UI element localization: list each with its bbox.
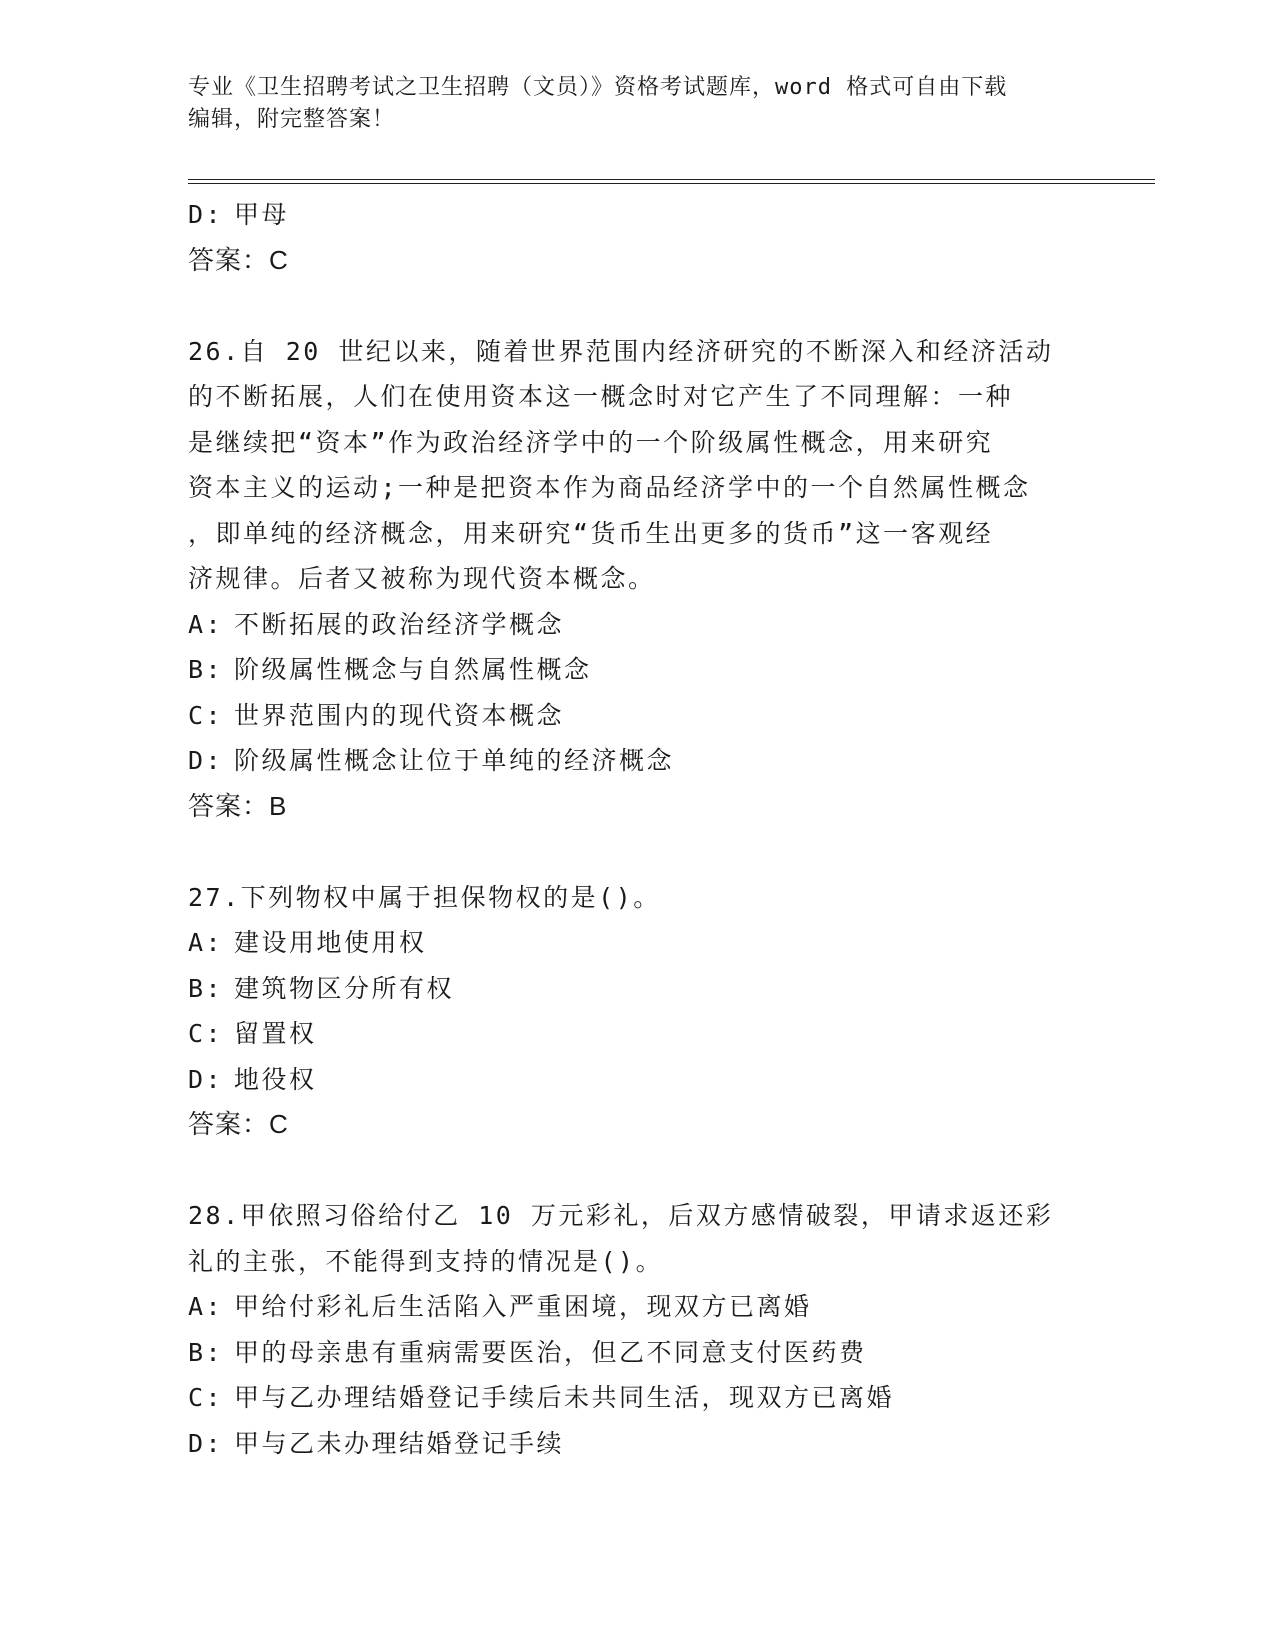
q27-option-c [188,1011,1088,1057]
question-27-text [188,875,1078,921]
option-text: 甲与乙办理结婚登记手续后未共同生活，现双方已离婚 [234,1383,895,1412]
option-key: B: [188,1337,224,1367]
question-line: 礼的主张，不能得到支持的情况是()。 [188,1246,664,1276]
option-key: C: [188,1383,224,1412]
q27-option-d [188,1057,1088,1103]
option-text: 建设用地使用权 [234,928,427,957]
header-line-1: 专业《卫生招聘考试之卫生招聘（文员）》资格考试题库，word 格式可自由下载 [188,75,1008,100]
question-line: 资本主义的运动;一种是把资本作为商品经济学中的一个自然属性概念 [188,473,1031,502]
q26-option-b [188,647,1088,693]
header-line-2: 编辑，附完整答案！ [188,107,396,132]
q27-option-b [188,966,1088,1012]
option-text: 甲母 [234,200,290,229]
option-key: D: [188,1064,224,1094]
option-text: 甲的母亲患有重病需要医治，但乙不同意支付医药费 [234,1337,867,1367]
header-divider-bottom [188,183,1155,184]
question-line: 28.甲依照习俗给付乙 10 万元彩礼，后双方感情破裂，甲请求返还彩 [188,1201,1054,1230]
option-key: A: [188,928,224,957]
option-text: 阶级属性概念与自然属性概念 [234,655,592,684]
option-text: 世界范围内的现代资本概念 [234,700,565,730]
option-key: D: [188,1428,224,1458]
option-key: C: [188,1019,224,1048]
option-key: B: [188,973,224,1003]
q28-option-c [188,1375,1088,1421]
question-28-text [188,1193,1078,1284]
option-key: A: [188,1292,224,1321]
q26-option-d [188,738,1088,784]
question-line: 26.自 20 世纪以来，随着世界范围内经济研究的不断深入和经济活动 [188,336,1054,366]
option-text: 地役权 [234,1064,317,1094]
q28-option-a [188,1284,1088,1330]
question-content [188,192,1088,1466]
option-text: 甲与乙未办理结婚登记手续 [234,1428,565,1458]
q26-answer: 答案：B [188,790,288,821]
option-key: B: [188,655,224,684]
option-key: C: [188,700,224,730]
option-text: 阶级属性概念让位于单纯的经济概念 [234,746,675,775]
option-text: 留置权 [234,1019,317,1048]
option-text: 甲给付彩礼后生活陷入严重困境，现双方已离婚 [234,1292,812,1321]
prev-option-d [188,192,1088,238]
question-line: ，即单纯的经济概念，用来研究“货币生出更多的货币”这一客观经 [188,518,994,548]
spacer [188,283,1088,329]
option-text: 建筑物区分所有权 [234,973,455,1003]
option-text: 不断拓展的政治经济学概念 [234,609,565,639]
spacer [188,1148,1088,1194]
question-line: 的不断拓展，人们在使用资本这一概念时对它产生了不同理解：一种 [188,382,1014,411]
q26-option-c [188,693,1088,739]
prev-answer: 答案：C [188,244,289,275]
question-line: 济规律。后者又被称为现代资本概念。 [188,564,656,593]
page-header [188,72,1078,136]
question-line: 27.下列物权中属于担保物权的是()。 [188,882,661,912]
question-line: 是继续把“资本”作为政治经济学中的一个阶级属性概念，用来研究 [188,427,994,457]
option-key: D: [188,746,224,775]
spacer [188,829,1088,875]
q28-option-b [188,1330,1088,1376]
q27-option-a [188,920,1088,966]
option-key: A: [188,609,224,639]
header-divider-top [188,179,1155,180]
question-26-text [188,329,1078,602]
option-key: D: [188,200,224,229]
q28-option-d [188,1421,1088,1467]
q26-option-a [188,602,1088,648]
q27-answer: 答案：C [188,1109,289,1139]
